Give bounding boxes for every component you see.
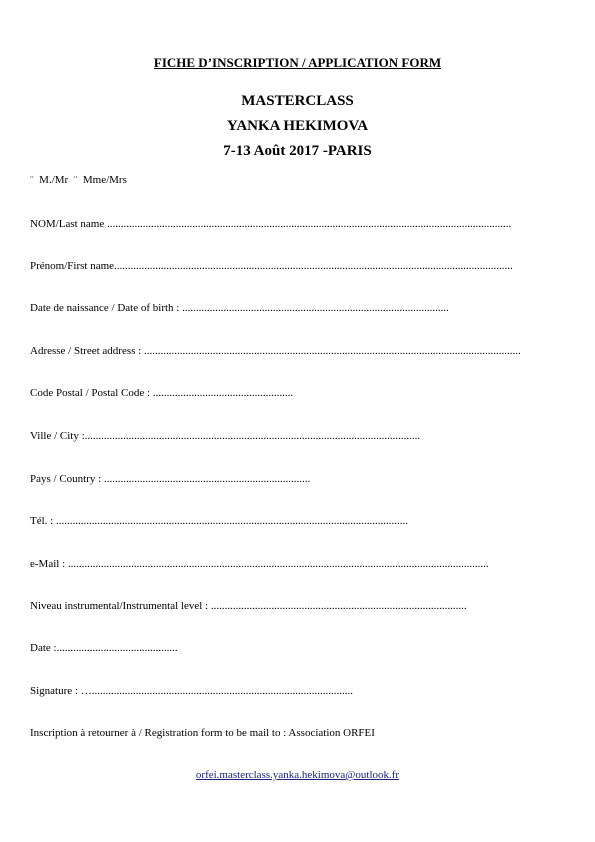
birth-date-field[interactable]: Date de naissance / Date of birth : ................................................................................................. (30, 302, 449, 314)
city-field[interactable]: Ville / City :.......................................................................................................................... (30, 430, 421, 442)
date-field[interactable]: Date :............................................ (30, 642, 178, 654)
email-field[interactable]: e-Mail : ......................................................................................................................................................... (30, 558, 489, 570)
form-title: FICHE D’INSCRIPTION / APPLICATION FORM (153, 55, 442, 70)
signature-field[interactable]: Signature : …............................................................................................... (30, 685, 353, 697)
return-instructions: Inscription à retourner à / Registration form to be mail to : Association ORFEI (30, 727, 375, 739)
postal-code-field[interactable]: Code Postal / Postal Code : ................................................... (30, 387, 294, 399)
first-name-field[interactable]: Prénom/First name................................................................................................................................................. (30, 260, 513, 272)
instrumental-level-field[interactable]: Niveau instrumental/Instrumental level : ............................................................................................. (30, 600, 467, 612)
phone-field[interactable]: Tél. : ................................................................................................................................ (30, 515, 408, 527)
country-field[interactable]: Pays / Country : ........................................................................... (30, 473, 311, 485)
civility-options[interactable]: ¨ M./Mr ¨ Mme/Mrs (30, 174, 127, 186)
last-name-field[interactable]: NOM/Last name ................................................................................................................................................... (30, 218, 512, 230)
teacher-name: YANKA HEKIMOVA (226, 118, 369, 134)
contact-email-link[interactable]: orfei.masterclass.yanka.hekimova@outlook.fr (195, 769, 400, 781)
event-dates: 7-13 Août 2017 -PARIS (223, 143, 372, 159)
address-field[interactable]: Adresse / Street address : ......................................................................................................................................... (30, 345, 521, 357)
masterclass-title: MASTERCLASS (241, 93, 354, 109)
